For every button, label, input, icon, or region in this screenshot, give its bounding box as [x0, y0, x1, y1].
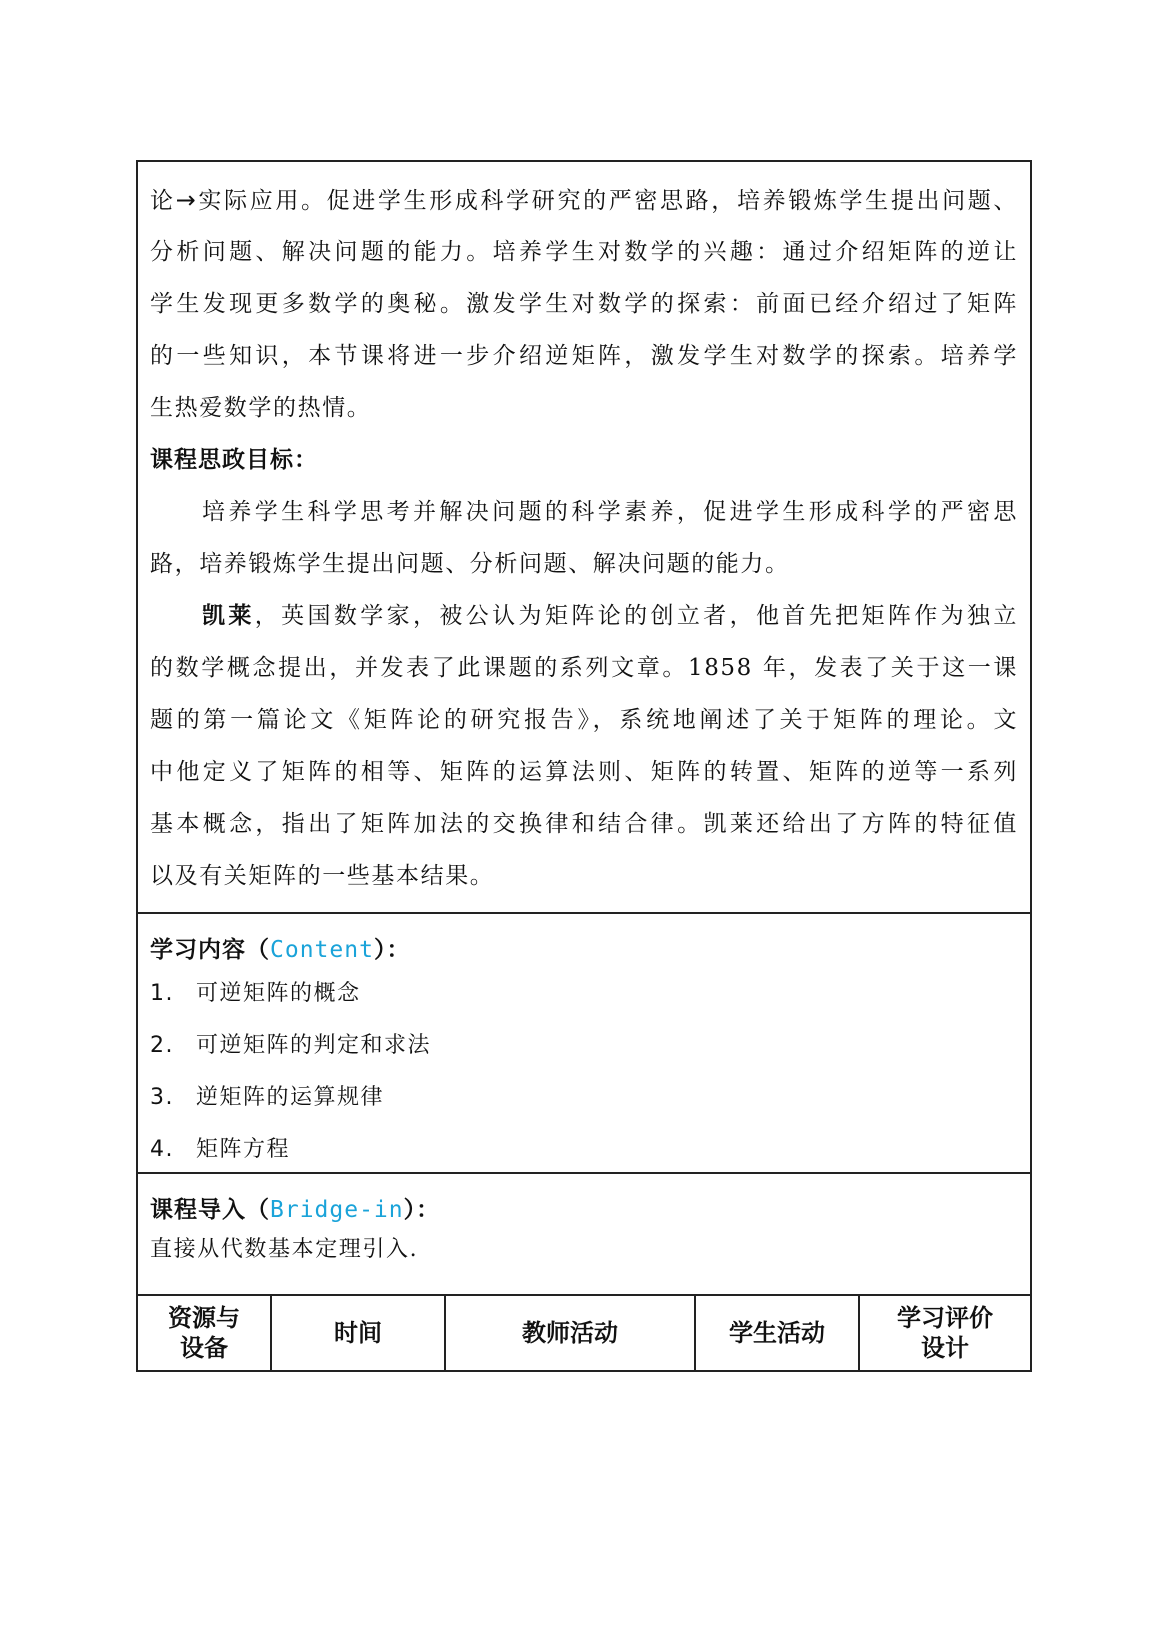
objectives-line-5: 生热爱数学的热情。: [150, 395, 372, 421]
content-heading: [150, 932, 1018, 968]
list-item: [150, 968, 1018, 1020]
objectives-line-1-rest: 实际应用。促进学生形成科学研究的严密思路，培养锻炼学生提出问题、: [197, 188, 1018, 214]
header-student-activity: 学生活动: [695, 1296, 859, 1370]
content-section: [138, 914, 1030, 1174]
objectives-line-1: [150, 174, 1018, 226]
cayley-line-5: 基本概念，指出了矩阵加法的交换律和结合律。凯莱还给出了方阵的特征值: [150, 811, 1018, 837]
list-item: [150, 1020, 1018, 1072]
bridge-in-text: 直接从代数基本定理引入.: [150, 1237, 419, 1262]
list-item-number: 3.: [150, 1085, 174, 1110]
objectives-section: [138, 162, 1030, 914]
ideology-line-1: 培养学生科学思考并解决问题的科学素养，促进学生形成科学的严密思: [202, 499, 1018, 525]
list-item: [150, 1072, 1018, 1124]
content-heading-en: Content: [270, 937, 374, 963]
list-item-text: 矩阵方程: [196, 1137, 291, 1162]
list-item-number: 4.: [150, 1137, 174, 1162]
cayley-line-2: 的数学概念提出，并发表了此课题的系列文章。1858 年，发表了关于这一课: [150, 655, 1018, 681]
cayley-line-1: [150, 590, 1018, 642]
table-row: [138, 1296, 1030, 1370]
list-item-text: 逆矩阵的运算规律: [196, 1085, 385, 1110]
cayley-line-1-rest: ，英国数学家，被公认为矩阵论的创立者，他首先把矩阵作为独立: [254, 603, 1018, 629]
header-time: 时间: [271, 1296, 445, 1370]
cayley-line-3: 题的第一篇论文《矩阵论的研究报告》，系统地阐述了关于矩阵的理论。文: [150, 707, 1018, 733]
lesson-plan-table: [136, 160, 1032, 1372]
header-assessment-design: 学习评价 设计: [859, 1296, 1030, 1370]
list-item-number: 1.: [150, 981, 174, 1006]
objectives-line-3: 学生发现更多数学的奥秘。激发学生对数学的探索：前面已经介绍过了矩阵: [150, 291, 1018, 317]
content-heading-cn: 学习内容（: [150, 937, 270, 963]
list-item-text: 可逆矩阵的判定和求法: [196, 1033, 432, 1058]
cayley-name: 凯莱: [202, 603, 255, 629]
header-teacher-activity: 教师活动: [445, 1296, 695, 1370]
list-item-text: 可逆矩阵的概念: [196, 981, 361, 1006]
list-item-number: 2.: [150, 1033, 174, 1058]
objectives-line-2: 分析问题、解决问题的能力。培养学生对数学的兴趣：通过介绍矩阵的逆让: [150, 239, 1018, 265]
ideology-heading: 课程思政目标：: [150, 447, 318, 473]
activity-header-table: [138, 1296, 1030, 1370]
cayley-line-4: 中他定义了矩阵的相等、矩阵的运算法则、矩阵的转置、矩阵的逆等一系列: [150, 759, 1018, 785]
objectives-line-4: 的一些知识，本节课将进一步介绍逆矩阵，激发学生对数学的探索。培养学: [150, 343, 1018, 369]
bridge-in-heading-cn: 课程导入（: [150, 1197, 270, 1223]
bridge-in-heading-end: ）：: [403, 1197, 441, 1223]
activity-table-header: [138, 1296, 1030, 1370]
bridge-in-heading: [150, 1192, 1018, 1228]
content-heading-end: ）：: [373, 937, 411, 963]
header-resources-equipment: 资源与 设备: [168, 1304, 240, 1362]
bridge-in-section: [138, 1174, 1030, 1296]
objectives-line-1-start: 论: [150, 188, 176, 214]
ideology-line-2: 路，培养锻炼学生提出问题、分析问题、解决问题的能力。: [150, 551, 790, 577]
right-arrow-icon: →: [175, 186, 198, 214]
cayley-line-6: 以及有关矩阵的一些基本结果。: [150, 863, 495, 889]
bridge-in-heading-en: Bridge-in: [270, 1197, 404, 1223]
list-item: [150, 1124, 1018, 1176]
